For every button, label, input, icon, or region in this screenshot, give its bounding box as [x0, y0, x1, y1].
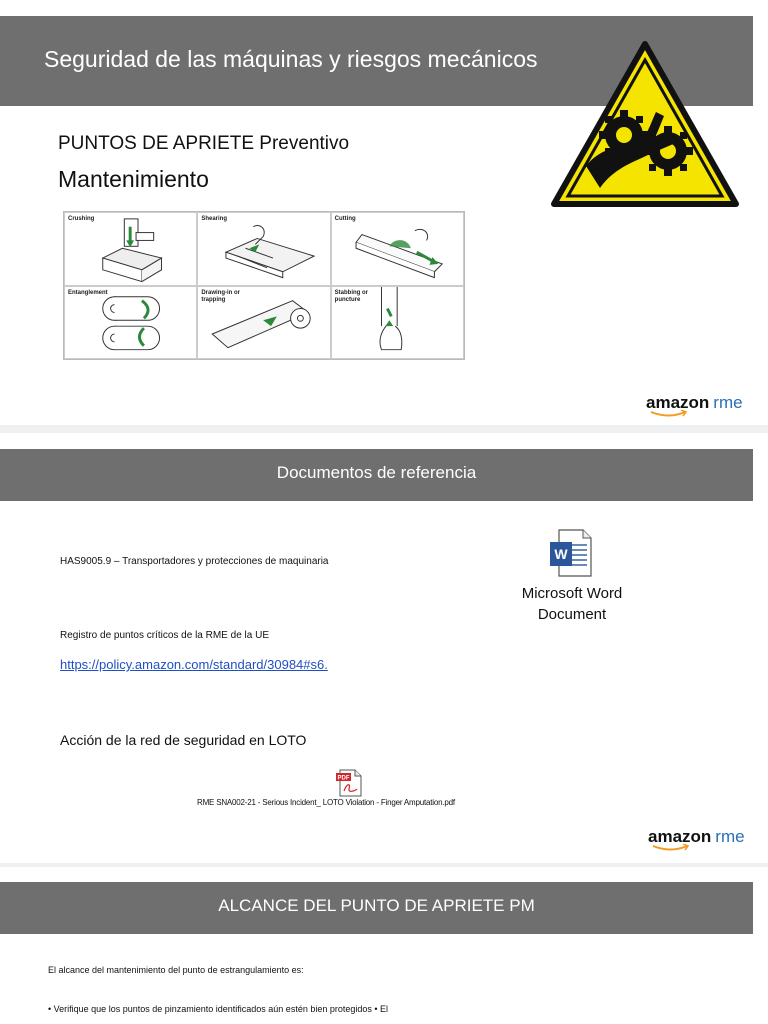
hazard-crushing — [64, 212, 197, 286]
cutting-illustration-icon — [332, 213, 463, 285]
slide-title: Documentos de referencia — [276, 463, 477, 482]
slide-reference-documents — [0, 433, 768, 863]
hazard-entanglement — [64, 286, 197, 360]
hazard-cutting — [331, 212, 464, 286]
word-document-icon[interactable] — [549, 529, 593, 577]
pdf-badge-text: PDF — [337, 775, 350, 782]
reference-doc-has9005: HAS9005.9 – Transportadores y protecciones de maquinaria — [60, 556, 329, 567]
reference-doc-eu-register: Registro de puntos críticos de la RME de la UE — [60, 630, 269, 641]
slide-title: Seguridad de las máquinas y riesgos mecánicos — [44, 46, 538, 72]
pinch-point-warning-icon — [548, 38, 742, 210]
hazard-label: Cutting — [334, 216, 356, 222]
hazard-label: Shearing — [201, 216, 228, 222]
slide-separator — [0, 425, 768, 433]
hazard-label: Entanglement — [68, 289, 108, 296]
subtitle-maintenance: Mantenimiento — [58, 166, 209, 192]
hazard-shearing — [197, 212, 330, 286]
amazon-rme-logo — [648, 827, 745, 847]
slide-pinch-point-scope — [0, 867, 768, 1024]
hazard-label: Drawing-in or trapping — [201, 289, 240, 303]
word-caption-line1: Microsoft Word — [521, 585, 623, 602]
title-banner — [0, 449, 753, 501]
hazard-drawing-in — [197, 286, 330, 360]
hazard-label: Crushing — [68, 216, 95, 222]
word-document-caption[interactable] — [500, 583, 644, 625]
subtitle-pinch-points: PUNTOS DE APRIETE Preventivo — [58, 133, 350, 154]
crushing-illustration-icon — [65, 213, 196, 285]
hazard-illustration-grid — [63, 211, 465, 360]
logo-amazon-text: amazon — [648, 827, 712, 846]
shearing-illustration-icon — [198, 213, 329, 285]
loto-heading: Acción de la red de seguridad en LOTO — [60, 732, 307, 748]
hazard-label: Stabbing or puncture — [334, 289, 368, 303]
pdf-file-icon[interactable] — [335, 769, 363, 797]
scope-intro-text: El alcance del mantenimiento del punto de estrangulamiento es: — [48, 965, 304, 975]
logo-amazon-text: amazon — [646, 393, 710, 412]
amazon-rme-logo — [646, 393, 743, 413]
word-letter: W — [554, 546, 568, 562]
amazon-smile-icon — [651, 844, 691, 852]
policy-link[interactable]: https://policy.amazon.com/standard/30984#s6. — [60, 657, 328, 672]
slide-machine-safety — [0, 0, 768, 425]
title-banner — [0, 882, 753, 934]
logo-rme-text: rme — [715, 827, 745, 846]
word-caption-line2: Document — [537, 606, 607, 623]
scope-bullet-text: • Verifique que los puntos de pinzamiento identificados aún estén bien protegidos • El — [48, 1004, 389, 1014]
entanglement-illustration-icon — [65, 287, 196, 359]
pdf-file-caption[interactable]: RME SNA002-21 - Serious Incident_ LOTO Violation - Finger Amputation.pdf — [197, 798, 455, 807]
logo-rme-text: rme — [713, 393, 743, 412]
slide-title: ALCANCE DEL PUNTO DE APRIETE PM — [218, 896, 535, 915]
amazon-smile-icon — [649, 410, 689, 418]
hazard-stabbing — [331, 286, 464, 360]
